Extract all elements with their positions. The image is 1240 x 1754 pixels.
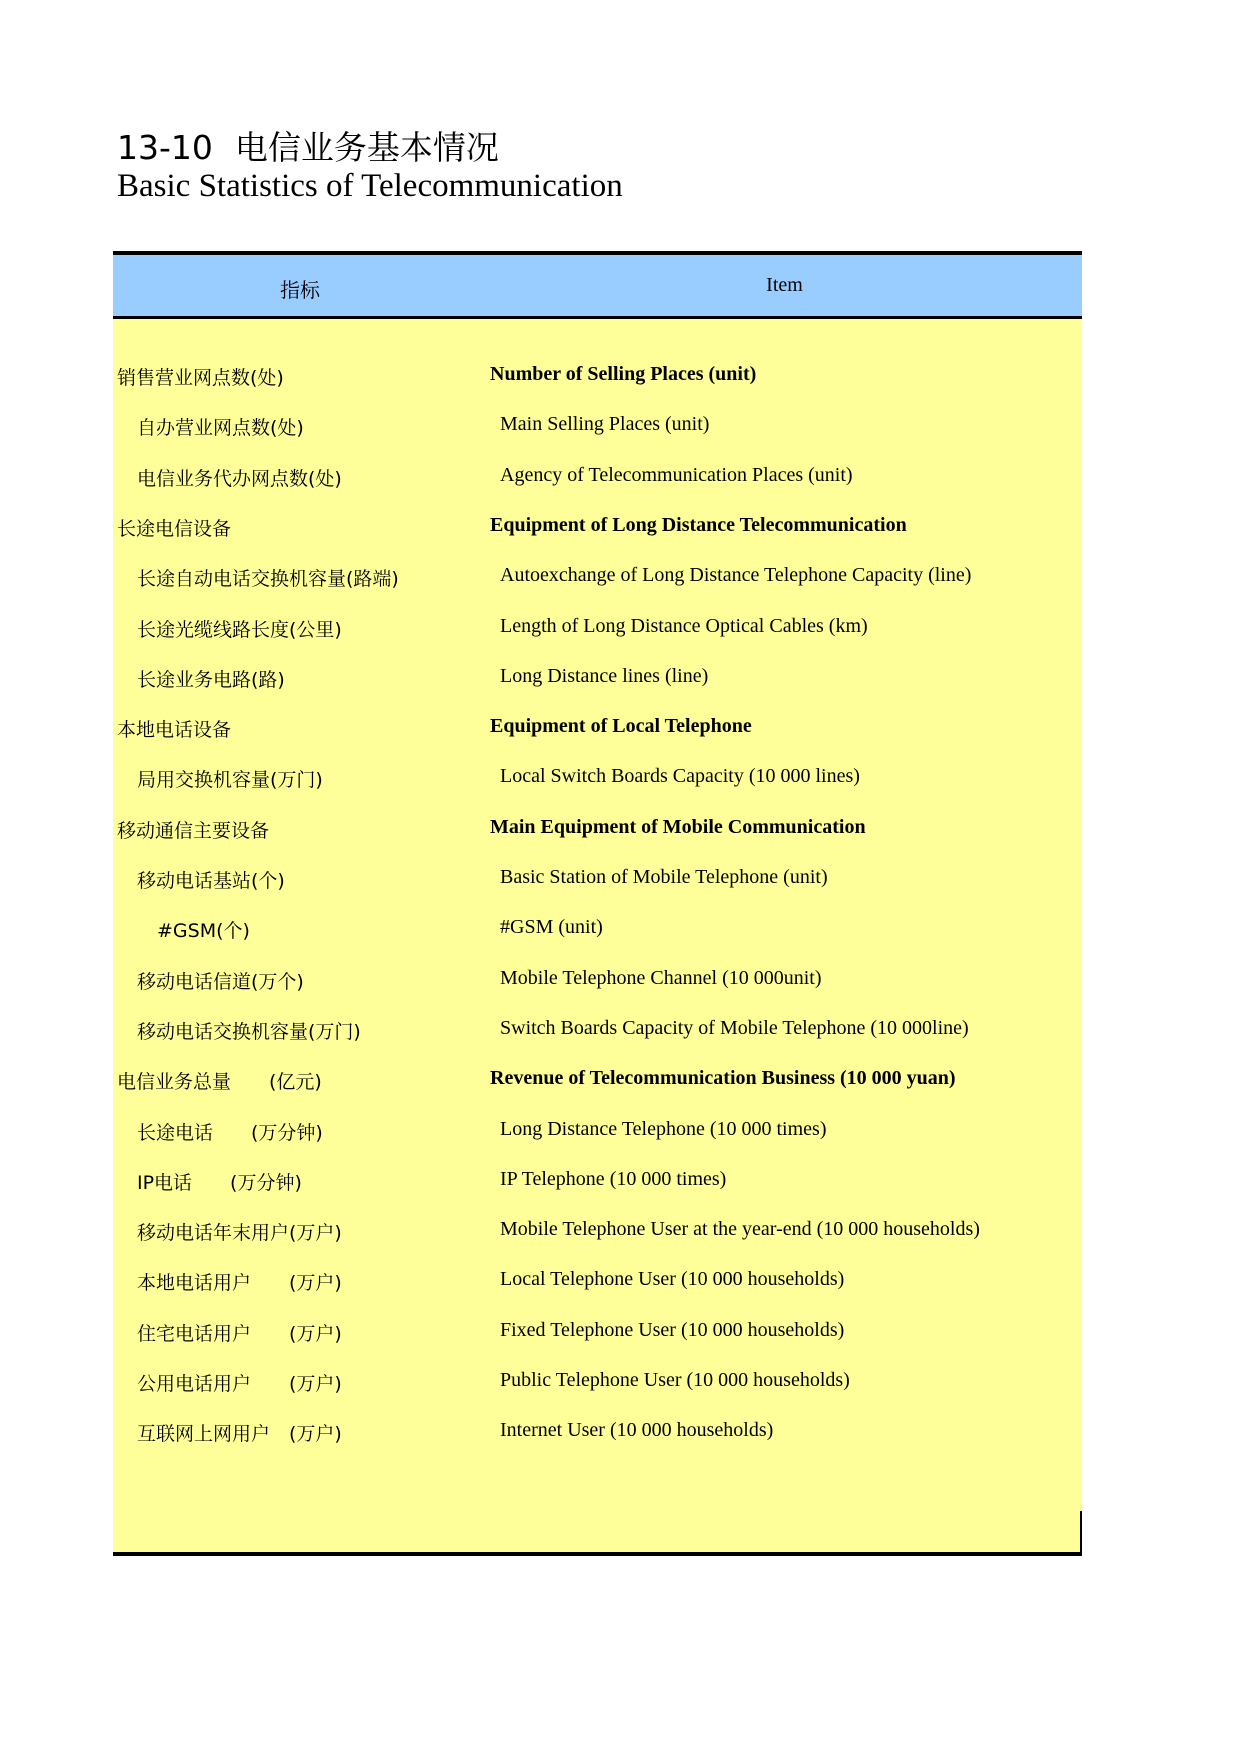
row-label-en: Length of Long Distance Optical Cables (km) xyxy=(500,614,868,637)
table-row xyxy=(113,1411,1082,1451)
table-title-en: Basic Statistics of Telecommunication xyxy=(117,168,623,204)
row-label-zh: 长途自动电话交换机容量(路端) xyxy=(137,568,399,591)
table-row xyxy=(113,607,1082,647)
table-row xyxy=(113,506,1082,546)
table-row xyxy=(113,808,1082,848)
row-label-zh: 移动电话信道(万个) xyxy=(137,970,304,993)
table-row xyxy=(113,456,1082,496)
table-header xyxy=(113,255,1082,319)
table-row xyxy=(113,858,1082,898)
row-label-zh: 移动电话基站(个) xyxy=(137,870,285,892)
row-label-zh: 电信业务代办网点数(处) xyxy=(137,467,342,490)
row-label-zh: IP电话 (万分钟) xyxy=(137,1171,302,1194)
row-label-zh: #GSM(个) xyxy=(157,920,250,943)
row-label-en: Fixed Telephone User (10 000 households) xyxy=(500,1318,845,1341)
header-en: Item xyxy=(766,274,803,296)
table-row xyxy=(113,1059,1082,1099)
row-label-en: Revenue of Telecommunication Business (10 000 yuan) xyxy=(490,1067,956,1090)
row-label-en: Equipment of Local Telephone xyxy=(490,715,752,738)
row-label-zh: 本地电话设备 xyxy=(117,719,232,742)
row-label-en: Main Selling Places (unit) xyxy=(500,413,710,436)
row-label-zh: 住宅电话用户 (万户) xyxy=(137,1322,342,1345)
row-label-zh: 互联网上网用户 (万户) xyxy=(137,1423,342,1446)
row-label-en: Mobile Telephone User at the year-end (10 000 households) xyxy=(500,1218,980,1241)
table-row xyxy=(113,908,1082,948)
row-label-zh: 本地电话用户 (万户) xyxy=(137,1272,342,1295)
row-label-en: Public Telephone User (10 000 households) xyxy=(500,1369,850,1391)
row-label-en: Agency of Telecommunication Places (unit) xyxy=(500,463,853,486)
row-label-zh: 销售营业网点数(处) xyxy=(117,367,284,389)
row-label-en: Long Distance Telephone (10 000 times) xyxy=(500,1117,827,1140)
row-label-en: Switch Boards Capacity of Mobile Telephone (10 000line) xyxy=(500,1016,969,1039)
row-label-zh: 自办营业网点数(处) xyxy=(137,417,304,440)
table-row xyxy=(113,1311,1082,1351)
row-label-en: IP Telephone (10 000 times) xyxy=(500,1167,727,1190)
statistics-table xyxy=(113,251,1082,1556)
table-row xyxy=(113,1009,1082,1049)
row-label-en: Local Telephone User (10 000 households) xyxy=(500,1268,845,1291)
row-label-en: Mobile Telephone Channel (10 000unit) xyxy=(500,966,822,989)
row-label-en: Main Equipment of Mobile Communication xyxy=(490,815,866,838)
header-zh: 指标 xyxy=(280,280,320,302)
table-row xyxy=(113,657,1082,697)
row-label-en: Autoexchange of Long Distance Telephone Capacity (line) xyxy=(500,564,972,587)
table-row xyxy=(113,405,1082,445)
border-line xyxy=(1080,1511,1082,1556)
row-label-zh: 电信业务总量 (亿元) xyxy=(117,1071,322,1094)
row-label-en: Number of Selling Places (unit) xyxy=(490,363,757,385)
table-row xyxy=(113,1210,1082,1250)
row-label-zh: 长途电话 (万分钟) xyxy=(137,1121,323,1144)
row-label-en: #GSM (unit) xyxy=(500,916,603,939)
row-label-en: Equipment of Long Distance Telecommunication xyxy=(490,513,907,536)
row-label-en: Local Switch Boards Capacity (10 000 lines) xyxy=(500,765,860,788)
table-row xyxy=(113,1110,1082,1150)
table-row xyxy=(113,556,1082,596)
title-zh: 电信业务基本情况 xyxy=(234,128,499,167)
table-row xyxy=(113,707,1082,747)
table-row xyxy=(113,1260,1082,1300)
row-label-zh: 公用电话用户 (万户) xyxy=(137,1373,342,1395)
row-label-zh: 局用交换机容量(万门) xyxy=(137,769,323,792)
row-label-en: Basic Station of Mobile Telephone (unit) xyxy=(500,866,828,888)
table-row xyxy=(113,1160,1082,1200)
table-number: 13-10 xyxy=(117,128,213,167)
table-row xyxy=(113,1361,1082,1401)
table-row xyxy=(113,355,1082,395)
row-label-en: Internet User (10 000 households) xyxy=(500,1419,774,1442)
row-label-zh: 移动电话交换机容量(万门) xyxy=(137,1020,361,1043)
table-row xyxy=(113,757,1082,797)
table-title-zh xyxy=(117,122,499,169)
row-label-en: Long Distance lines (line) xyxy=(500,664,709,687)
row-label-zh: 移动通信主要设备 xyxy=(117,819,270,842)
row-label-zh: 长途业务电路(路) xyxy=(137,668,285,691)
table-row xyxy=(113,959,1082,999)
row-label-zh: 长途电信设备 xyxy=(117,517,232,540)
row-label-zh: 移动电话年末用户(万户) xyxy=(137,1222,342,1245)
row-label-zh: 长途光缆线路长度(公里) xyxy=(137,618,342,641)
